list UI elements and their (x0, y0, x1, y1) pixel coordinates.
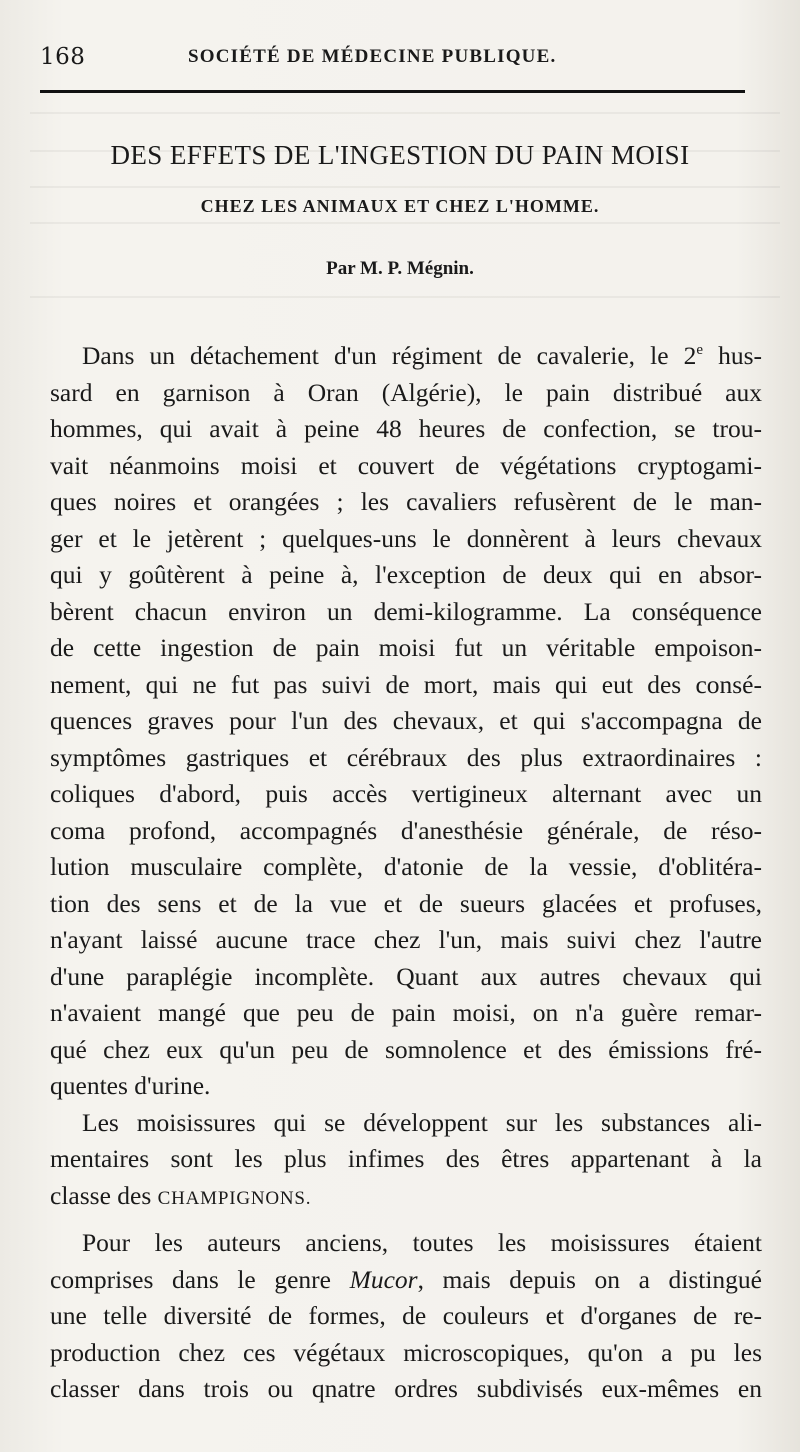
text-line: vait néanmoins moisi et couvert de végétations cryptogami- (50, 450, 762, 480)
text-line: quentes d'urine. (50, 1071, 211, 1100)
text-line: classe des CHAMPIGNONS. (50, 1180, 312, 1210)
text-line: bèrent chacun environ un demi-kilogramme. La conséquence (50, 596, 762, 626)
italic-term: Mucor (349, 1264, 418, 1294)
text-line: d'une paraplégie incomplète. Quant aux autres chevaux qui (50, 961, 762, 991)
text-line: qué chez eux qu'un peu de somnolence et des émissions fré- (50, 1034, 762, 1064)
header-rule (40, 90, 745, 93)
paragraph-gap (50, 1217, 762, 1225)
text-line: classer dans trois ou qnatre ordres subdivisés eux-mêmes en (50, 1374, 762, 1403)
text-line: n'ayant laissé aucune trace chez l'un, mais suivi chez l'autre (50, 925, 762, 954)
bleed-through-line (30, 186, 780, 188)
bleed-through-line (30, 112, 780, 114)
page-header (28, 36, 748, 76)
smallcaps-term: CHAMPIGNONS. (157, 1187, 312, 1209)
text-line: tion des sens et de la vue et de sueurs glacées et profuses, (50, 888, 762, 918)
text-line: lution musculaire complète, d'atonie de la vessie, d'oblitéra- (50, 852, 762, 881)
text-line: sard en garnison à Oran (Algérie), le pain distribué aux (50, 377, 762, 407)
text-line: hommes, qui avait à peine 48 heures de confection, se trou- (50, 414, 762, 443)
text-line: ques noires et orangées ; les cavaliers refusèrent de le man- (50, 487, 762, 516)
text-line: ger et le jetèrent ; quelques-uns le donnèrent à leurs chevaux (50, 523, 762, 553)
article-subtitle: CHEZ LES ANIMAUX ET CHEZ L'HOMME. (200, 196, 600, 216)
page-number: 168 (40, 44, 86, 70)
text-line: quences graves pour l'un des chevaux, et qui s'accompagna de (50, 706, 762, 735)
article-title: DES EFFETS DE L'INGESTION DU PAIN MOISI (110, 140, 690, 170)
text-line: mentaires sont les plus infimes des êtres appartenant à la (50, 1144, 762, 1173)
running-head: SOCIÉTÉ DE MÉDECINE PUBLIQUE. (188, 46, 557, 67)
superscript: e (696, 342, 704, 358)
text-line: n'avaient mangé que peu de pain moisi, on n'a guère remar- (50, 998, 762, 1027)
text-line: Pour les auteurs anciens, toutes les moisissures étaient (82, 1228, 762, 1257)
text-line: nement, qui ne fut pas suivi de mort, mais qui eut des consé- (50, 669, 762, 699)
article-body (50, 338, 762, 1408)
text-line: de cette ingestion de pain moisi fut un véritable empoison- (50, 633, 762, 662)
text-line: une telle diversité de formes, de couleurs et d'organes de re- (50, 1301, 762, 1330)
text-line: coma profond, accompagnés d'anesthésie générale, de réso- (50, 815, 762, 845)
bleed-through-line (30, 296, 780, 298)
text-line: comprises dans le genre Mucor, mais depuis on a distingué (50, 1264, 762, 1294)
bleed-through-line (30, 222, 780, 224)
text-line: symptômes gastriques et cérébraux des plus extraordinaires : (50, 742, 762, 772)
text-line: Dans un détachement d'un régiment de cavalerie, le 2e hus- (82, 341, 762, 370)
text-line: qui y goûtèrent à peine à, l'exception de deux qui en absor- (50, 560, 762, 589)
text-line: production chez ces végétaux microscopiques, qu'on a pu les (50, 1337, 762, 1367)
text-line: coliques d'abord, puis accès vertigineux alternant avec un (50, 779, 762, 808)
text-line: Les moisissures qui se développent sur les substances ali- (82, 1107, 762, 1137)
article-byline: Par M. P. Mégnin. (326, 258, 474, 279)
